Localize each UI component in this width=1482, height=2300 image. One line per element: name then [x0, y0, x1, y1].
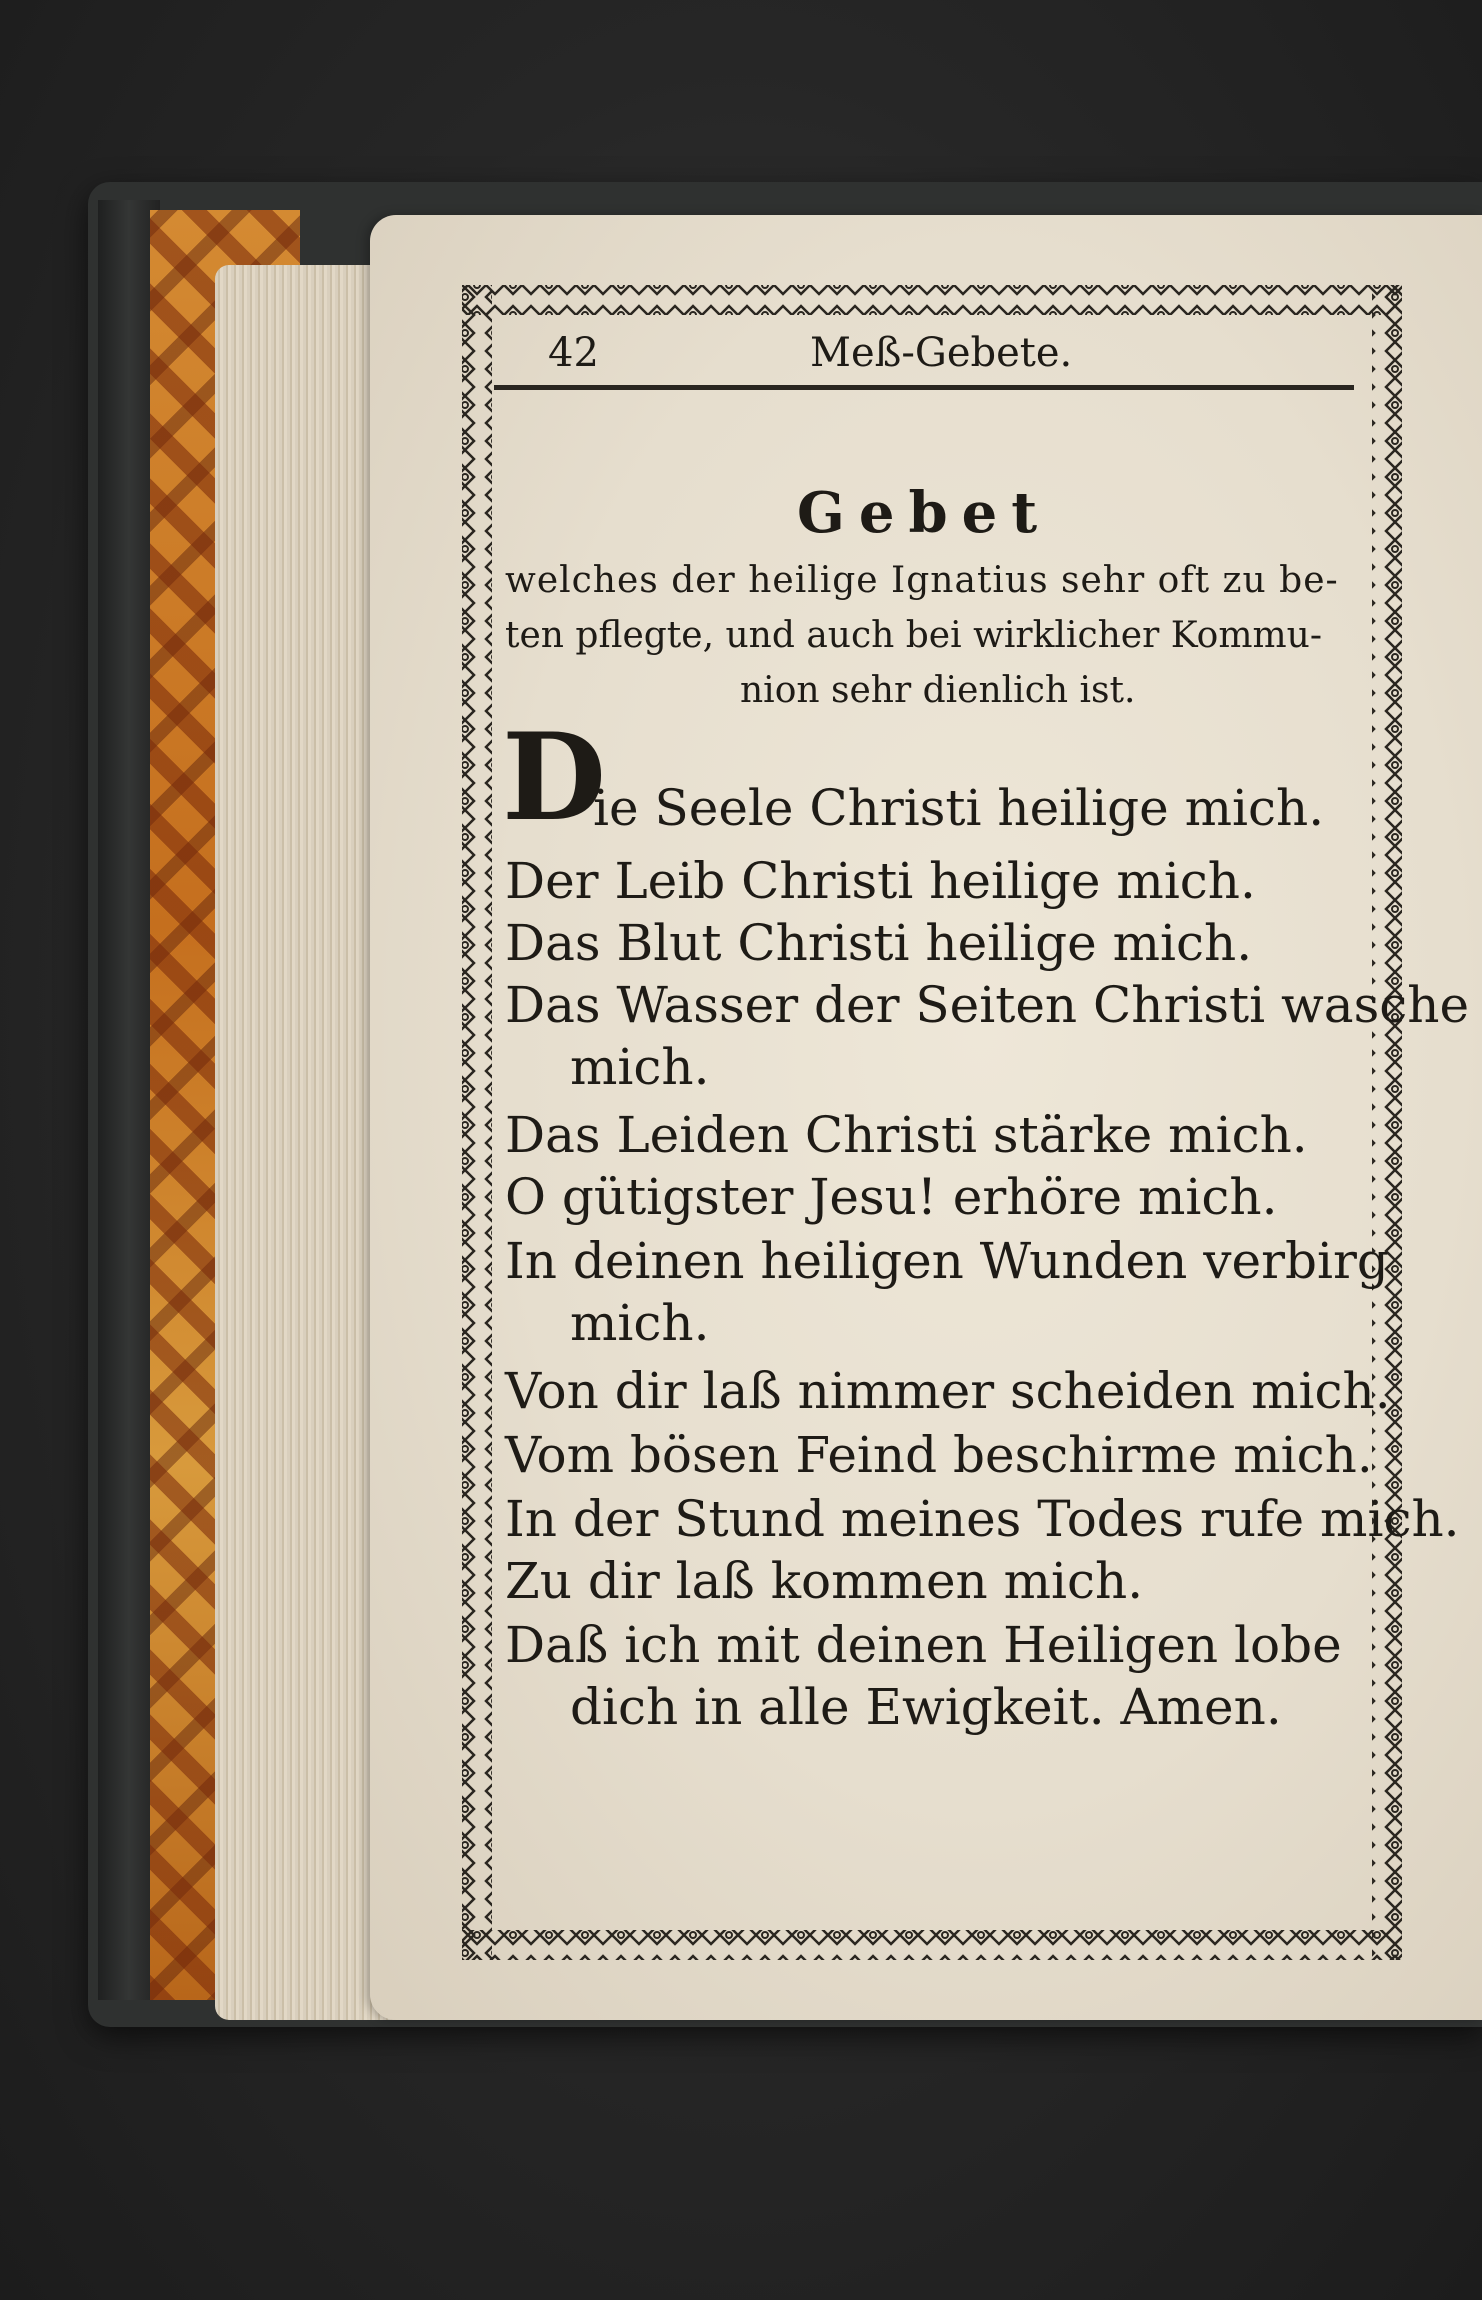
page-number: 42	[548, 330, 599, 376]
prayer-line: mich.	[570, 1038, 710, 1096]
prayer-line: Vom bösen Feind beschirme mich.	[505, 1426, 1373, 1484]
subtitle-line: nion sehr dienlich ist.	[740, 670, 1136, 711]
prayer-line: In deinen heiligen Wunden verbirg	[505, 1232, 1389, 1290]
prayer-line: ie Seele Christi heilige mich.	[593, 779, 1325, 837]
prayer-line: Das Blut Christi heilige mich.	[505, 914, 1253, 972]
prayer-line: Das Leiden Christi stärke mich.	[505, 1106, 1308, 1164]
prayer-line: dich in alle Ewigkeit. Amen.	[570, 1678, 1282, 1736]
border-left	[462, 285, 492, 1960]
border-bottom	[462, 1930, 1402, 1960]
drop-cap: D	[502, 707, 607, 848]
prayer-line: Zu dir laß kommen mich.	[505, 1552, 1144, 1610]
prayer-title: Gebet	[797, 480, 1052, 546]
prayer-line: O gütigster Jesu! erhöre mich.	[505, 1168, 1278, 1226]
prayer-line: mich.	[570, 1294, 710, 1352]
prayer-line: Von dir laß nimmer scheiden mich.	[505, 1362, 1391, 1420]
prayer-line: Der Leib Christi heilige mich.	[505, 852, 1256, 910]
border-right	[1372, 285, 1402, 1960]
subtitle-line: welches der heilige Ignatius sehr oft zu be-	[505, 560, 1339, 601]
running-head: Meß-Gebete.	[810, 330, 1073, 376]
prayer-line: Daß ich mit deinen Heiligen lobe	[505, 1616, 1342, 1674]
border-top	[462, 285, 1402, 315]
prayer-line: Das Wasser der Seiten Christi wasche	[505, 976, 1470, 1034]
header-rule	[494, 385, 1354, 390]
prayer-line: In der Stund meines Todes rufe mich.	[505, 1490, 1460, 1548]
subtitle-line: ten pflegte, und auch bei wirklicher Kommu-	[505, 615, 1322, 656]
